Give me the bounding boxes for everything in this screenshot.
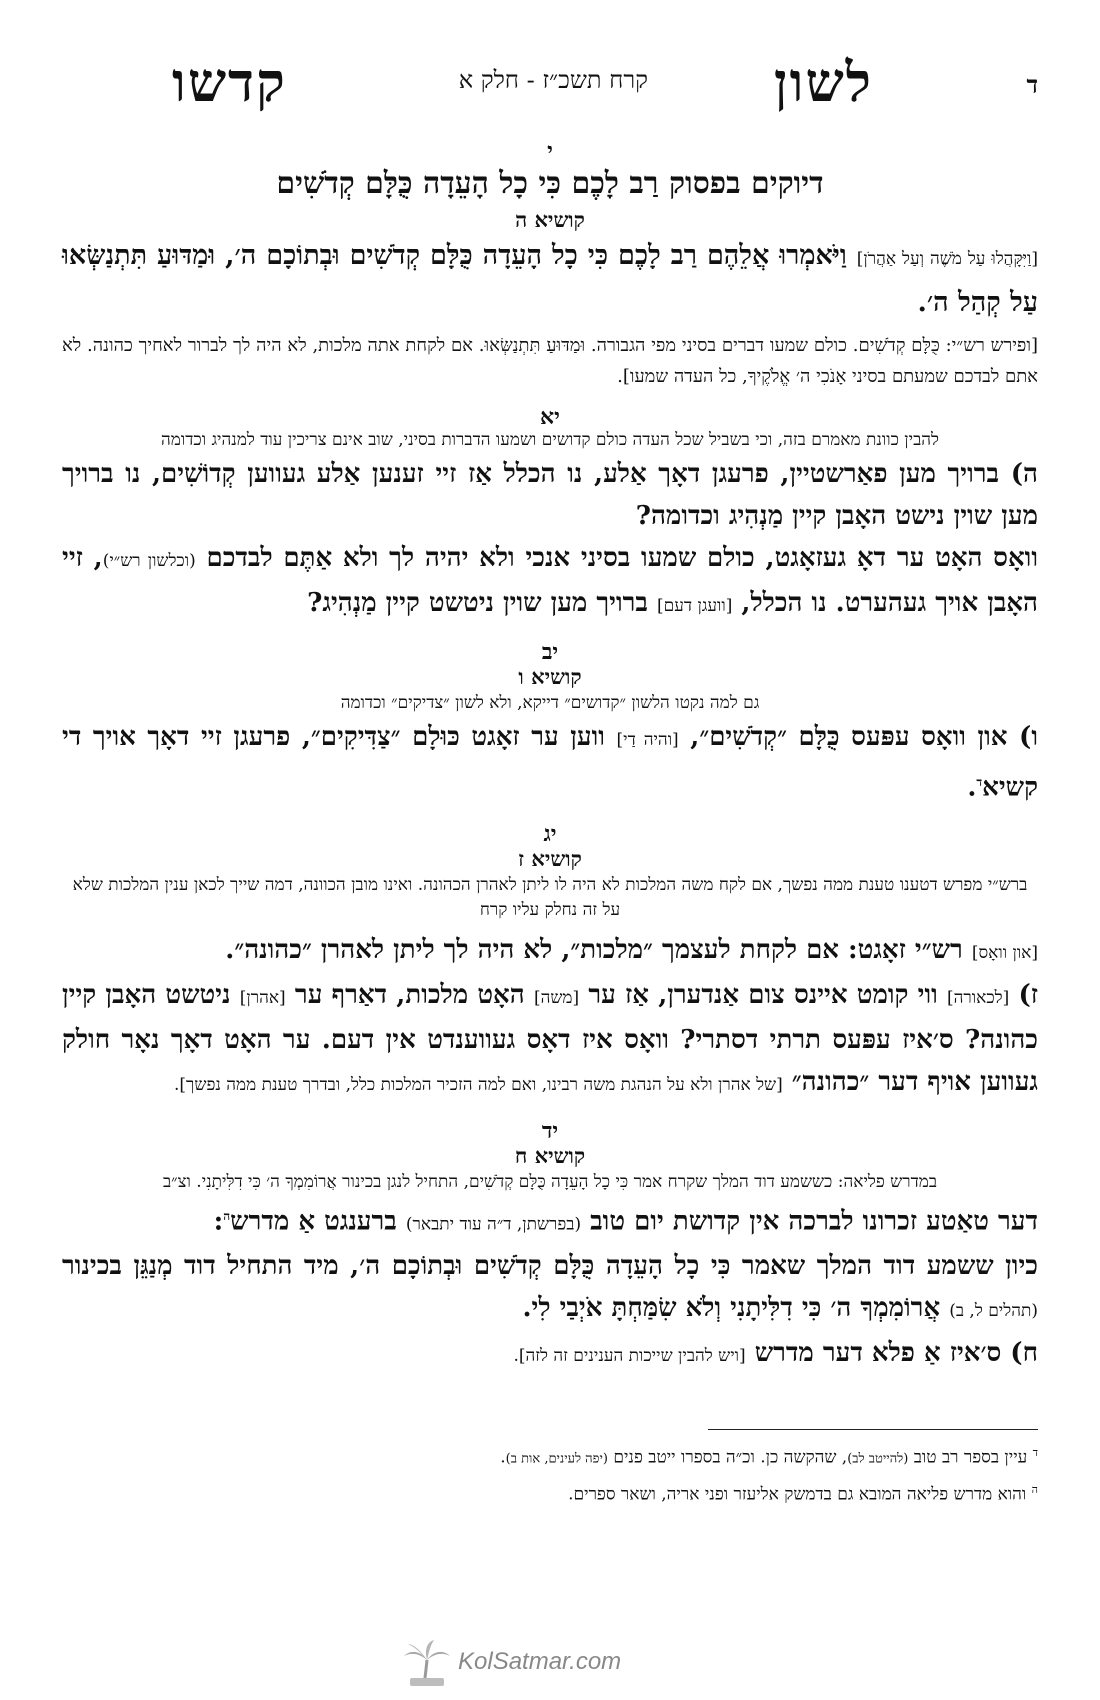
section-mark-14: יד	[541, 1117, 559, 1144]
text-run: ח) ס׳איז אַ פלא דער מדרש	[754, 1338, 1038, 1369]
citation: (תהלים ל, ב)	[949, 1301, 1038, 1322]
bracket-note: [אהרן]	[239, 987, 286, 1008]
footer-logo	[400, 1638, 700, 1688]
kushya-8: קושיא ח	[514, 1142, 586, 1168]
paragraph-8	[62, 1332, 1038, 1377]
citation: (בפרשתן, ד״ה עוד יתבאר)	[405, 1214, 582, 1235]
footnote-mark: ה	[1031, 1482, 1038, 1496]
paragraph-5b	[62, 537, 1038, 627]
text-run: , זיי האָבן אויך געהערט. נו הכלל,	[62, 543, 1038, 618]
footnote-mark: ד	[1032, 1446, 1038, 1460]
paragraph-rashi-says	[62, 929, 1038, 974]
text-run: רש״י זאָגט: אם לקחת לעצמך ״מלכות״, לא היה לך ליתן לאהרן ״כהונה״.	[225, 934, 963, 965]
text-run: ו) און וואָס עפּעס כֻּלָּם ״קְדֹשִׁים״,	[690, 722, 1038, 752]
bracket-note: [ויש להבין שייכות הענינים זה לזה].	[513, 1346, 746, 1367]
kushya-5: קושיא ה	[515, 207, 585, 232]
paragraph-5: ה) ברויך מען פאַרשטיין, פרעגן דאָך אַלע, נו הכלל אַז זיי זענען אַלע געווען קְדוֹשִׁים, נו ברויך מען שוין נישט האָבן קיין מַנְהִיג וכדומה?	[62, 459, 1038, 531]
section-mark-12: יב	[541, 639, 559, 665]
text-run: .	[500, 1447, 506, 1468]
bracket-note: [משה]	[533, 987, 580, 1008]
footnote-ref: ה	[223, 1208, 231, 1223]
verse-prefix: [וַיִּקָּהֲלוּ עַל מֹשֶׁה וְעַל אַהֲרֹן]	[856, 249, 1038, 269]
bracket-note: [און וואָס]	[971, 942, 1038, 963]
section-mark-10: י	[547, 138, 553, 164]
text-run: ז)	[1018, 979, 1039, 1010]
text-run: .	[967, 772, 977, 803]
footnote-1	[62, 1438, 1038, 1475]
text-run: ברענגט אַ מדרש	[230, 1206, 397, 1237]
question-14: במדרש פליאה: כששמע דוד המלך שקרח אמר כִּי כָל הָעֵדָה כֻּלָּם קְדֹשִׁים, התחיל לנגן בכינור אֲרוֹמִמְךָ ה׳ כִּי דִלִּיתָנִי. וצ״ב	[162, 1171, 938, 1192]
page	[62, 40, 1038, 1510]
citation: (וכלשון רש״י)	[102, 551, 196, 571]
paragraph-tate	[62, 1195, 1038, 1246]
section-mark-13: יג	[543, 820, 557, 847]
section-mark-11: יא	[540, 404, 560, 430]
text-run: :	[213, 1206, 224, 1237]
kushya-7: קושיא ז	[518, 845, 582, 871]
site-brand: KolSatmar.com	[458, 1648, 622, 1675]
palm-tree-icon	[400, 1638, 454, 1688]
header-subtitle: קרח תשכ״ז - חלק א	[458, 66, 648, 94]
paragraph-7	[62, 974, 1038, 1106]
rashi-paragraph: [ופירש רש״י: כֻּלָּם קְדֹשִׁים. כולם שמעו דברים בסיני מפי הגבורה. וּמַדּוּעַ תִּתְנַשְּׂאוּ. אם לקחת אתה מלכות, לא היה לך לברור לאחיך כהונה. לא אתם לבדכם שמעתם בסיני אָנֹכִי ה׳ אֱלֹקֶיךָ, כל העדה שמעו].	[62, 335, 1038, 387]
text-run: ניטשט האָבן קיין כהונה? ס׳איז עפּעס תרתי דסתרי? וואָס איז דאָס געווענדט אין דעם. ער האָט דאָך נאָר חולק געווען אויף דער ״כהונה״	[62, 979, 1038, 1097]
question-12: גם למה נקטו הלשון ״קדושים״ דייקא, ולא לשון ״צדיקים״ וכדומה	[340, 693, 760, 713]
text-run: ברויך מען שוין ניטשט קיין מַנְהִיג?	[307, 588, 648, 618]
text-run: עיין בספר רב טוב	[913, 1447, 1028, 1468]
text-run: האָט מלכות, דאַרף ער	[294, 979, 525, 1010]
page-letter: ד	[1026, 70, 1038, 99]
header-title-lashon: לשון	[773, 50, 873, 114]
text-run: , שהקשה כן. וכ״ה בספרו ייטב פנים	[613, 1447, 848, 1468]
citation: (להייטב לב)	[847, 1451, 909, 1467]
question-13: ברש״י מפרש דטענו טענת ממה נפשך, אם לקח משה המלכות לא היה לו ליתן לאהרן הכהונה. ואינו מובן הכוונה, דמה שייך לכאן ענין המלכות שלא על זה נחלק עליו קרח	[72, 874, 1028, 920]
header-title-kodsho: קדשו	[172, 50, 287, 114]
verse-text: וַיֹּאמְרוּ אֲלֵהֶם רַב לָכֶם כִּי כָל הָעֵדָה כֻּלָּם קְדֹשִׁים וּבְתוֹכָם ה׳, וּמַדּוּעַ תִּתְנַשְּׂאוּ עַל קְהַל ה׳.	[62, 240, 1038, 318]
text-run: וואָס האָט ער דאָ געזאָגט, כולם שמעו בסיני אנכי ולא יהיה לך ולא אַתֶּם לבדכם	[206, 543, 1038, 573]
midrash-quote	[62, 1245, 1038, 1332]
section-title: דיוקים בפסוק רַב לָכֶם כִּי כָל הָעֵדָה כֻּלָּם קְדֹשִׁים	[276, 166, 824, 201]
kushya-6: קושיא ו	[518, 664, 582, 689]
footnote-ref: ד	[976, 775, 983, 789]
footnote-divider	[708, 1429, 1038, 1430]
text-run: אֲרוֹמִמְךָ ה׳ כִּי דִלִּיתָנִי וְלֹא שִׂמַּחְתָּ אֹיְבַי לִי.	[522, 1293, 941, 1324]
text-run: ווען ער זאָגט כּוּלָם ״צַדִּיקִים״, פרעגן זיי דאָך אויך די קשיא	[62, 722, 1038, 803]
text-run: כיון ששמע דוד המלך שאמר כִּי כָל הָעֵדָה כֻּלָּם קְדֹשִׁים וּבְתוֹכָם ה׳, מיד התחיל דוד מְנַגֵּן בכינור	[62, 1251, 1038, 1282]
text-run: ווי קומט איינס צום אַנדערן, אַז ער	[588, 979, 938, 1010]
question-11: להבין כוונת מאמרם בזה, וכי בשביל שכל העדה כולם קדושים ושמעו הדברות בסיני, שוב אינם צריכין עוד למנהיג וכדומה	[161, 430, 939, 450]
text-run: דער טאַטע זכרונו לברכה אין קדושת יום טוב	[590, 1206, 1038, 1237]
citation: (יפה לעינים, אות ב)	[505, 1451, 608, 1467]
bracket-note: [והיה דַי]	[616, 730, 679, 750]
page-header	[62, 40, 1038, 140]
bracket-note: [וועגן דעם]	[657, 596, 733, 616]
bracket-note: [של אהרן ולא על הנהגת משה רבינו, ואם למה הזכיר המלכות כלל, ובדרך טענת ממה נפשך].	[174, 1074, 783, 1095]
paragraph-6	[62, 716, 1038, 809]
bracket-note: [לכאורה]	[947, 987, 1010, 1008]
verse-paragraph	[62, 234, 1038, 324]
text-run: והוא מדרש פליאה המובא גם בדמשק אליעזר ופני אריה, ושאר ספרים.	[568, 1484, 1027, 1505]
footnote-2	[62, 1475, 1038, 1510]
